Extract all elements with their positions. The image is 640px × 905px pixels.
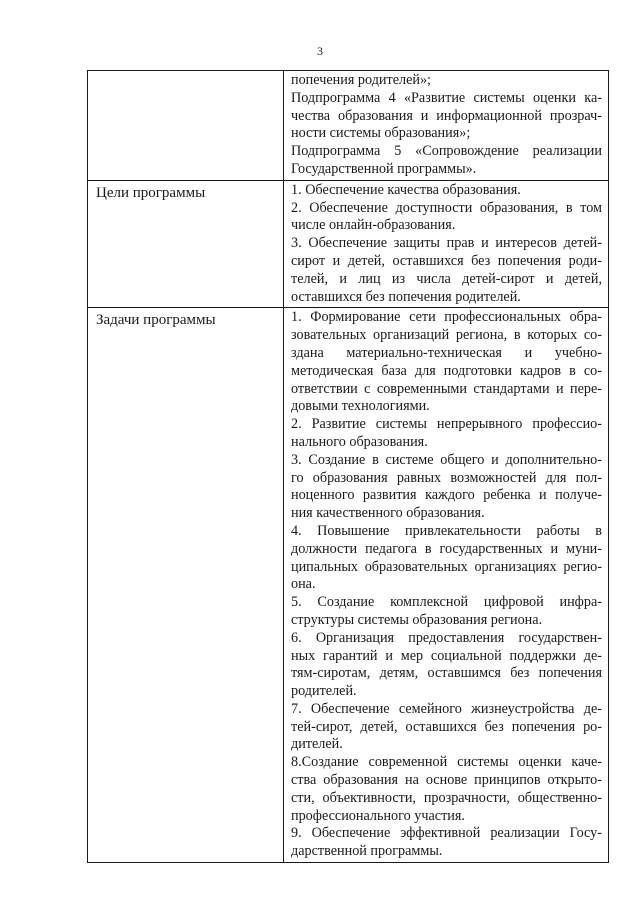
content-line: 2. Обеспечение доступности образования, в том [291,199,602,216]
content-line: сирот и детей, оставшихся без попечения роди- [291,252,602,269]
table-row [88,308,609,863]
content-line: 7. Обеспечение семейного жизнеустройства де- [291,700,602,717]
content-line: ноценного развития каждого ребенка и получе- [291,487,602,504]
content-line: го образования равных возможностей для пол- [291,469,602,486]
content-line: 5. Создание комплексной цифровой инфра- [291,594,602,611]
content-line: профессионального участия. [291,807,465,824]
row-label: Цели программы [96,184,206,201]
content-line: тей-сирот, детей, оставшихся без попечения ро- [291,718,602,735]
content-line: 1. Формирование сети профессиональных обра- [291,309,602,326]
content-line: ния качественного образования. [291,505,485,522]
content-line: оставшихся без попечения родителей. [291,288,521,305]
content-line: здана материально-техническая и учебно- [291,344,602,361]
content-line: телей, и лиц из числа детей-сирот и детей, [291,270,602,287]
content-line: она. [291,576,316,593]
table-row [88,71,609,181]
content-line: довыми технологиями. [291,398,430,415]
content-line: зовательных организаций региона, в которых со- [291,327,602,344]
row-label-cell [88,180,284,308]
row-label-cell [88,71,284,181]
content-line: 2. Развитие системы непрерывного профессио- [291,416,602,433]
content-line: ных гарантий и мер социальной поддержки де- [291,647,602,664]
row-label-cell [88,308,284,863]
page-number: 3 [317,44,323,58]
content-line: Подпрограмма 4 «Развитие системы оценки ка- [291,89,602,106]
content-line: методическая база для подготовки кадров в со- [291,362,602,379]
row-label: Задачи программы [96,312,216,329]
content-line: нального образования. [291,433,428,450]
content-line: Подпрограмма 5 «Сопровождение реализации [291,143,602,160]
content-line: ответствии с современными стандартами и пере- [291,380,602,397]
content-line: 9. Обеспечение эффективной реализации Госу- [291,825,602,842]
table-row [88,180,609,308]
content-line: ности системы образования»; [291,125,471,142]
content-line: попечения родителей»; [291,72,432,88]
content-line: родителей. [291,683,357,700]
content-line: 3. Создание в системе общего и дополнительно- [291,451,602,468]
content-line: 4. Повышение привлекательности работы в [291,522,602,539]
content-line: 8.Создание современной системы оценки каче- [291,754,602,771]
content-line: дарственной программы. [291,843,443,860]
content-line: должности педагога в государственных и муни- [291,540,602,557]
content-line: ципальных образовательных организациях регио- [291,558,602,575]
row-label [88,71,283,74]
content-line: числе онлайн-образования. [291,217,456,234]
content-line: чества образования и информационной прозрач- [291,107,602,124]
content-line: 3. Обеспечение защиты прав и интересов детей- [291,235,602,252]
row-content-cell [284,308,609,863]
program-passport-table [87,70,609,863]
content-line: 1. Обеспечение качества образования. [291,181,521,198]
content-line: тям-сиротам, детям, оставшимся без попечения [291,665,602,682]
table-body [88,71,609,863]
content-line: 6. Организация предоставления государствен- [291,629,602,646]
content-line: дителей. [291,736,343,753]
content-line: структуры системы образования региона. [291,611,543,628]
row-content-cell [284,180,609,308]
content-line: ства образования на основе принципов открыто- [291,772,602,789]
content-line: сти, объективности, прозрачности, общественно- [291,789,602,806]
row-content-cell [284,71,609,181]
content-line: Государственной программы». [291,160,477,177]
